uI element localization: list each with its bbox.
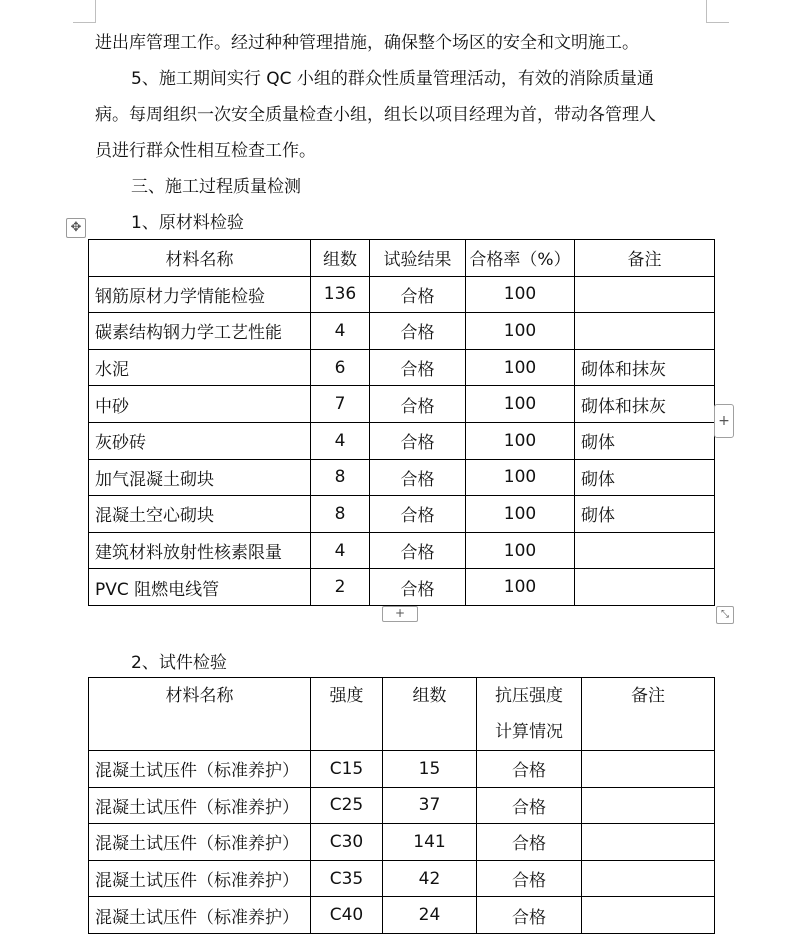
table-cell[interactable]: C30	[311, 824, 383, 861]
table-cell[interactable]: 136	[311, 276, 370, 313]
table-cell[interactable]: 水泥	[89, 349, 311, 386]
subsection-heading: 2、试件检验	[131, 653, 227, 673]
table-cell[interactable]: PVC 阻燃电线管	[89, 569, 311, 606]
table-cell[interactable]	[582, 860, 715, 897]
table-cell[interactable]: 混凝土试压件（标准养护）	[89, 824, 311, 861]
header-cell[interactable]: 备注	[582, 678, 715, 751]
table-row	[89, 276, 715, 313]
body-text-line: 员进行群众性相互检查工作。	[95, 141, 316, 161]
table-row	[89, 569, 715, 606]
header-cell[interactable]: 材料名称	[89, 240, 311, 277]
table-cell[interactable]: 混凝土空心砌块	[89, 496, 311, 533]
table-cell[interactable]: 141	[383, 824, 477, 861]
table-cell[interactable]: 合格	[370, 313, 466, 350]
table-cell[interactable]: 8	[311, 496, 370, 533]
table-move-handle[interactable]	[66, 218, 86, 238]
table-cell[interactable]: 100	[466, 496, 575, 533]
table-cell[interactable]	[575, 276, 715, 313]
table-cell[interactable]	[582, 751, 715, 788]
table-cell[interactable]: 合格	[477, 860, 582, 897]
table-cell[interactable]: 混凝土试压件（标准养护）	[89, 751, 311, 788]
table-cell[interactable]: 建筑材料放射性核素限量	[89, 532, 311, 569]
table-cell[interactable]: 砌体	[575, 422, 715, 459]
table-row	[89, 860, 715, 897]
crop-mark-top-right	[706, 0, 729, 23]
table-cell[interactable]: 4	[311, 532, 370, 569]
plus-icon: +	[394, 606, 406, 620]
table-row	[89, 422, 715, 459]
table-cell[interactable]: 混凝土试压件（标准养护）	[89, 787, 311, 824]
body-text-line: 5、施工期间实行 QC 小组的群众性质量管理活动，有效的消除质量通	[131, 69, 654, 89]
table-cell[interactable]: 4	[311, 422, 370, 459]
table-cell[interactable]: 灰砂砖	[89, 422, 311, 459]
header-cell[interactable]: 备注	[575, 240, 715, 277]
table-cell[interactable]: 钢筋原材力学情能检验	[89, 276, 311, 313]
table-row	[89, 751, 715, 788]
table-cell[interactable]: 15	[383, 751, 477, 788]
table-cell[interactable]: 8	[311, 459, 370, 496]
table-cell[interactable]: 100	[466, 349, 575, 386]
subsection-heading: 1、原材料检验	[131, 213, 244, 233]
table-row	[89, 532, 715, 569]
body-text-line: 病。每周组织一次安全质量检查小组，组长以项目经理为首，带动各管理人	[95, 105, 656, 125]
raw-material-table	[88, 239, 715, 606]
table-row	[89, 459, 715, 496]
table-cell[interactable]: 合格	[477, 824, 582, 861]
table-cell[interactable]: 合格	[477, 751, 582, 788]
table-cell[interactable]: 24	[383, 897, 477, 934]
table-cell[interactable]	[575, 569, 715, 606]
table-cell[interactable]: 合格	[370, 532, 466, 569]
header-cell[interactable]: 组数	[311, 240, 370, 277]
table-cell[interactable]	[582, 787, 715, 824]
table-cell[interactable]: 4	[311, 313, 370, 350]
table-row	[89, 313, 715, 350]
table-row	[89, 787, 715, 824]
table-cell[interactable]: C40	[311, 897, 383, 934]
move-icon: ✥	[70, 220, 82, 235]
section-heading: 三、施工过程质量检测	[131, 177, 301, 197]
table-row	[89, 496, 715, 533]
table-cell[interactable]: 100	[466, 422, 575, 459]
crop-mark-top-left	[73, 0, 96, 23]
add-column-button[interactable]	[714, 404, 734, 438]
header-cell[interactable]: 强度	[311, 678, 383, 751]
table-cell[interactable]: 100	[466, 313, 575, 350]
table-cell[interactable]: 砌体	[575, 459, 715, 496]
table-cell[interactable]: 100	[466, 459, 575, 496]
table-cell[interactable]: 100	[466, 532, 575, 569]
header-cell[interactable]: 组数	[383, 678, 477, 751]
table-cell[interactable]: 合格	[370, 459, 466, 496]
table-cell[interactable]: 6	[311, 349, 370, 386]
table-cell[interactable]: 合格	[370, 569, 466, 606]
table-cell[interactable]: 混凝土试压件（标准养护）	[89, 860, 311, 897]
header-cell-line: 抗压强度	[495, 686, 563, 706]
table-cell[interactable]: 合格	[477, 787, 582, 824]
specimen-test-table	[88, 677, 715, 934]
table-row	[89, 386, 715, 423]
header-cell[interactable]: 材料名称	[89, 678, 311, 751]
table-cell[interactable]: 砌体	[575, 496, 715, 533]
table-header-row	[89, 678, 715, 751]
table-resize-handle[interactable]	[716, 606, 734, 624]
table-cell[interactable]	[582, 897, 715, 934]
table-cell[interactable]: 砌体和抹灰	[575, 349, 715, 386]
body-text-line: 进出库管理工作。经过种种管理措施，确保整个场区的安全和文明施工。	[95, 33, 639, 53]
table-cell[interactable]: 7	[311, 386, 370, 423]
table-cell[interactable]: 合格	[370, 386, 466, 423]
resize-icon: ⤡	[721, 609, 729, 620]
table-cell[interactable]: 中砂	[89, 386, 311, 423]
table-row	[89, 897, 715, 934]
header-cell[interactable]: 试验结果	[370, 240, 466, 277]
add-row-button[interactable]	[382, 606, 418, 622]
table-cell[interactable]: 42	[383, 860, 477, 897]
table-cell[interactable]: 砌体和抹灰	[575, 386, 715, 423]
table-cell[interactable]: C15	[311, 751, 383, 788]
table-cell[interactable]: 碳素结构钢力学工艺性能	[89, 313, 311, 350]
table-header-row	[89, 240, 715, 277]
table-cell[interactable]: 加气混凝土砌块	[89, 459, 311, 496]
header-cell[interactable]	[477, 678, 582, 751]
table-cell[interactable]: 合格	[370, 276, 466, 313]
header-cell[interactable]: 合格率（%）	[466, 240, 575, 277]
table-cell[interactable]: 混凝土试压件（标准养护）	[89, 897, 311, 934]
table-cell[interactable]: 2	[311, 569, 370, 606]
table-cell[interactable]: 合格	[370, 496, 466, 533]
table-cell[interactable]: 37	[383, 787, 477, 824]
table-cell[interactable]: C25	[311, 787, 383, 824]
header-cell-line: 计算情况	[495, 722, 563, 742]
table-cell[interactable]: C35	[311, 860, 383, 897]
table-cell[interactable]: 100	[466, 276, 575, 313]
table-cell[interactable]: 合格	[477, 897, 582, 934]
table-cell[interactable]	[575, 313, 715, 350]
plus-icon: +	[718, 413, 730, 429]
table-cell[interactable]	[575, 532, 715, 569]
table-cell[interactable]: 100	[466, 386, 575, 423]
table-cell[interactable]: 100	[466, 569, 575, 606]
table-cell[interactable]	[582, 824, 715, 861]
table-row	[89, 824, 715, 861]
table-cell[interactable]: 合格	[370, 349, 466, 386]
table-cell[interactable]: 合格	[370, 422, 466, 459]
table-row	[89, 349, 715, 386]
